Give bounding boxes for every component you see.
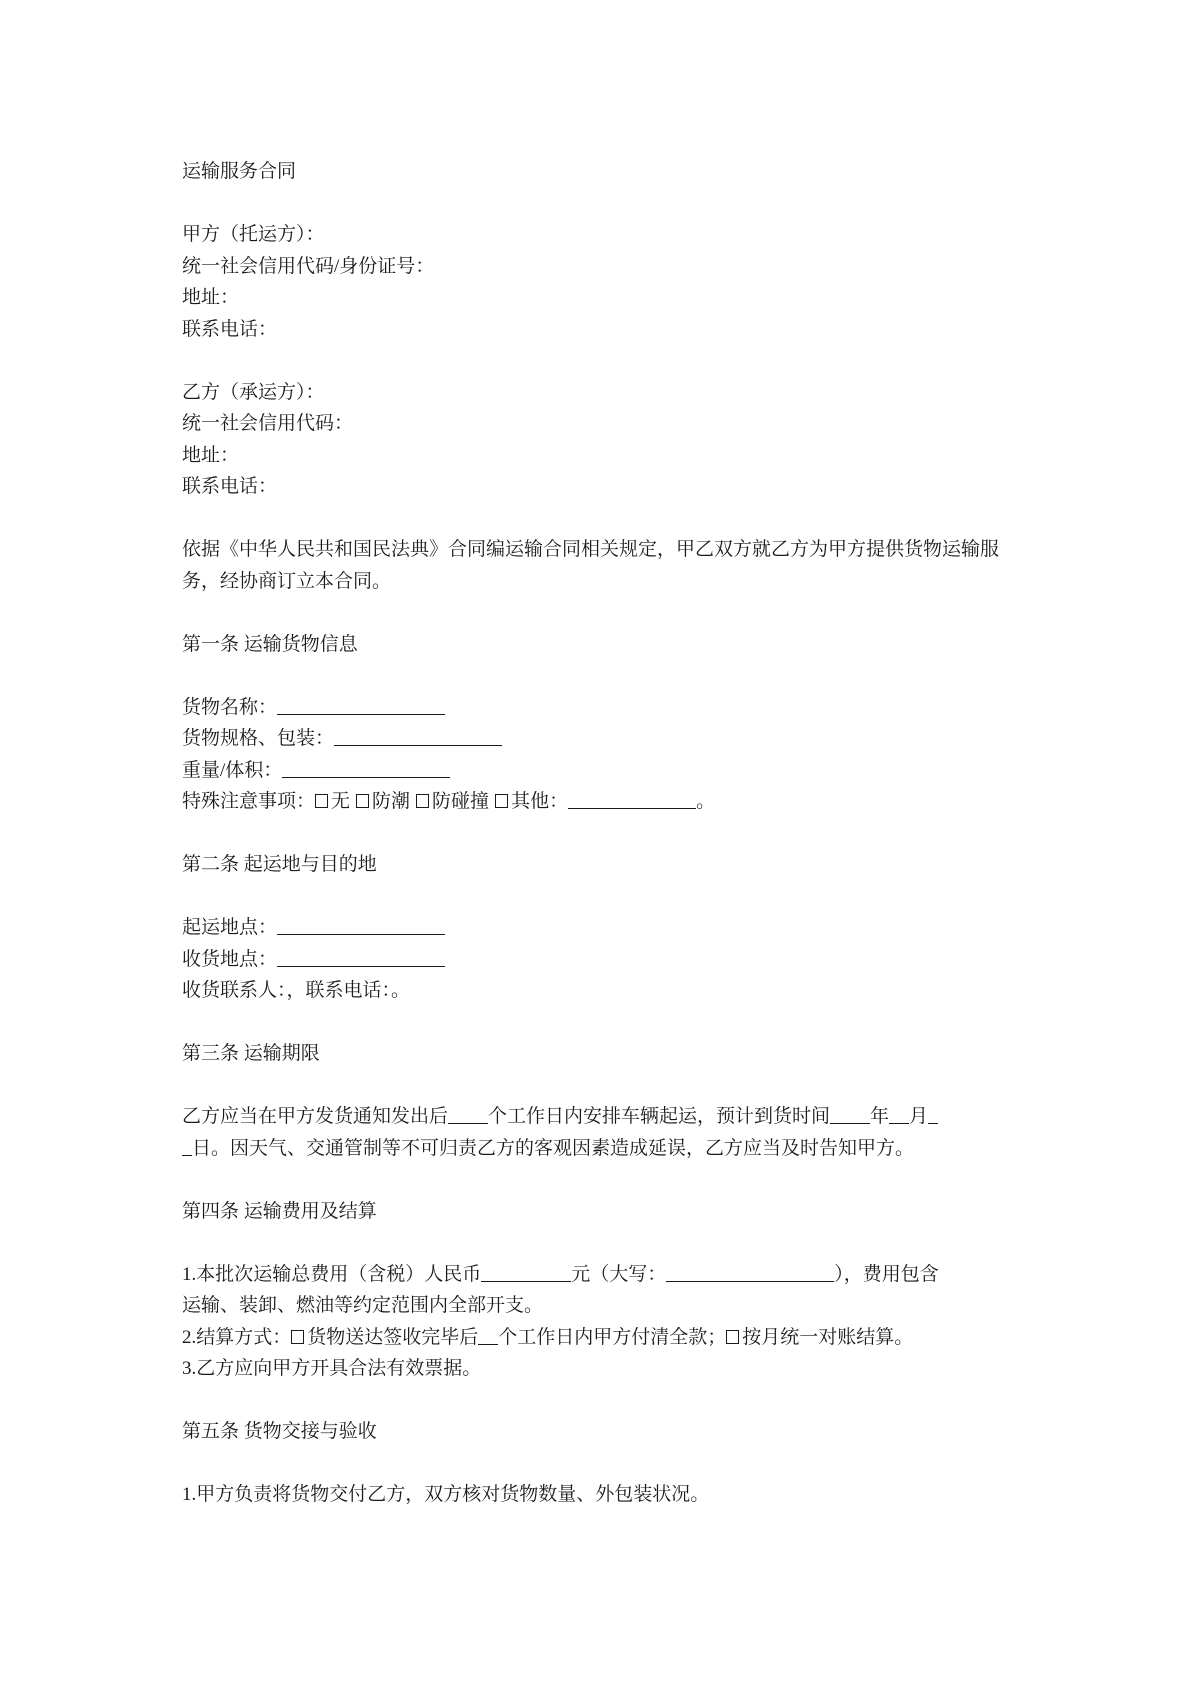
article5-item1: 1.甲方负责将货物交付乙方，双方核对货物数量、外包装状况。: [182, 1484, 710, 1505]
goods-spec-label: 货物规格、包装：: [182, 728, 335, 749]
weight-volume-blank[interactable]: [282, 757, 450, 778]
destination-label: 收货地点：: [182, 948, 278, 970]
article1-heading: 第一条 运输货物信息: [182, 633, 358, 655]
day-blank-part1[interactable]: [928, 1103, 938, 1124]
origin-label: 起运地点：: [182, 917, 278, 938]
article3-line2: [182, 1133, 1022, 1165]
goods-name-line: [182, 692, 1022, 724]
consignee-line: 收货联系人：，联系电话：。: [182, 980, 411, 1001]
article4-item1-line1: [182, 1259, 1022, 1291]
origin-line: [182, 912, 1022, 944]
day-blank-part2[interactable]: [182, 1135, 192, 1156]
article3-text2: 个工作日内安排车辆起运，预计到货时间: [488, 1106, 831, 1127]
settlement-label: 2.结算方式：: [182, 1326, 292, 1348]
checkbox-other[interactable]: [495, 794, 508, 808]
destination-line: [182, 944, 1022, 976]
goods-name-blank[interactable]: [277, 694, 445, 715]
fee-amount-blank[interactable]: [481, 1261, 571, 1282]
article2-heading: 第二条 起运地与目的地: [182, 854, 377, 875]
settle-on-delivery-label: 货物送达签收完毕后: [307, 1326, 479, 1348]
article4-item3: 3.乙方应向甲方开具合法有效票据。: [182, 1358, 482, 1379]
article5-heading: 第五条 货物交接与验收: [182, 1421, 377, 1442]
year-blank[interactable]: [830, 1103, 870, 1124]
checkbox-settle-on-delivery[interactable]: [291, 1330, 304, 1344]
special-notes-line: [182, 786, 1022, 818]
goods-spec-line: [182, 723, 1022, 755]
special-notes-label: 特殊注意事项：: [182, 791, 316, 812]
checkbox-none[interactable]: [315, 794, 328, 808]
settle-days-blank[interactable]: [478, 1324, 498, 1345]
article3-text1: 乙方应当在甲方发货通知发出后: [182, 1106, 449, 1127]
checkbox-collision[interactable]: [416, 794, 429, 808]
weight-volume-line: [182, 755, 1022, 787]
party-a-address: 地址：: [182, 287, 240, 308]
party-b-address: 地址：: [182, 444, 240, 466]
month-blank[interactable]: [889, 1103, 909, 1124]
party-a-phone: 联系电话：: [182, 318, 278, 340]
article4-heading: 第四条 运输费用及结算: [182, 1200, 377, 1222]
checkbox-moisture[interactable]: [356, 794, 369, 808]
settle-days-label: 个工作日内甲方付清全款；: [498, 1326, 727, 1348]
preamble-paragraph: 依据《中华人民共和国民法典》合同编运输合同相关规定，甲乙双方就乙方为甲方提供货物运输服务，经协商订立本合同。: [182, 539, 1000, 592]
opt-collision-label: 防碰撞: [432, 791, 490, 812]
party-b-credit-code: 统一社会信用代码：: [182, 413, 354, 434]
goods-spec-blank[interactable]: [334, 725, 502, 746]
party-b-heading: 乙方（承运方）：: [182, 381, 325, 403]
other-notes-blank[interactable]: [568, 788, 696, 809]
month-label: 月: [909, 1106, 929, 1127]
opt-moisture-label: 防潮: [372, 791, 411, 812]
origin-blank[interactable]: [277, 914, 445, 935]
checkbox-settle-monthly[interactable]: [726, 1330, 739, 1344]
article4-item2: [182, 1322, 1022, 1354]
article4-item1-line2: 运输、装卸、燃油等约定范围内全部开支。: [182, 1295, 544, 1316]
contract-body: [182, 156, 1022, 1511]
opt-other-label: 其他：: [511, 791, 569, 812]
opt-none-label: 无: [331, 791, 351, 812]
fee-label: 1.本批次运输总费用（含税）人民币: [182, 1263, 482, 1285]
article3-heading: 第三条 运输期限: [182, 1043, 320, 1064]
contract-title: 运输服务合同: [182, 161, 297, 182]
days-blank[interactable]: [448, 1103, 488, 1124]
goods-name-label: 货物名称：: [182, 696, 278, 718]
party-b-phone: 联系电话：: [182, 476, 278, 497]
special-notes-period: 。: [696, 791, 716, 812]
article3-text5: 日。因天气、交通管制等不可归责乙方的客观因素造成延误，乙方应当及时告知甲方。: [192, 1137, 915, 1159]
weight-volume-label: 重量/体积：: [182, 759, 283, 781]
year-label: 年: [870, 1106, 890, 1127]
fee-capital-label: 元（大写：: [571, 1263, 667, 1285]
fee-capital-blank[interactable]: [666, 1261, 834, 1282]
party-a-heading: 甲方（托运方）：: [182, 224, 325, 245]
destination-blank[interactable]: [277, 946, 445, 967]
settle-monthly-label: 按月统一对账结算。: [742, 1326, 914, 1348]
party-a-credit-code: 统一社会信用代码/身份证号：: [182, 255, 435, 277]
fee-include-label: ），费用包含: [834, 1263, 939, 1285]
article3-line1: [182, 1101, 1022, 1133]
